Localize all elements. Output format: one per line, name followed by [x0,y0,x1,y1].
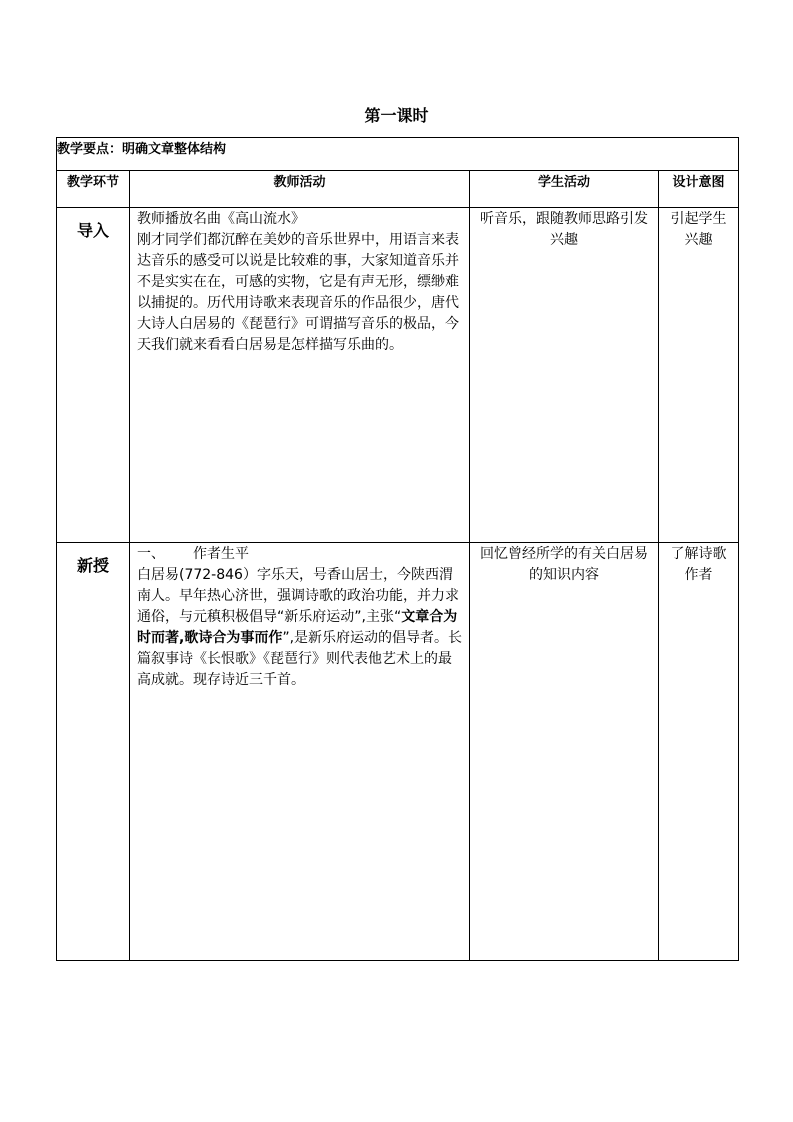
key-point-cell: 教学要点：明确文章整体结构 [57,138,739,171]
header-teacher: 教师活动 [130,171,470,208]
student-activity-cell: 回忆曾经所学的有关白居易的知识内容 [470,543,659,961]
table-row [57,543,739,961]
header-student: 学生活动 [470,171,659,208]
design-intent-cell: 了解诗歌作者 [659,543,739,961]
key-point-row [57,138,739,171]
section-title: 作者生平 [193,546,249,562]
section-number: 一、 [137,546,165,562]
teacher-paragraph [137,565,463,691]
stage-cell: 新授 [57,543,130,961]
page-title: 第一课时 [364,106,429,125]
design-intent-cell: 引起学生兴趣 [659,208,739,543]
teacher-activity-cell [130,543,470,961]
table-row [57,208,739,543]
para-bold-quote: 文章合为时而著,歌诗合为事而作 [137,609,458,646]
header-row [57,171,739,208]
para-text-a: 白居易(772-846）字乐天，号香山居士，今陕西渭南人。早年热心济世，强调诗歌的政治功能，并力求通俗，与元稹积极倡导“新乐府运动”,主张“ [137,567,459,625]
header-intent: 设计意图 [659,171,739,208]
para-text-b: ”,是新乐府运动的倡导者。长篇叙事诗《长恨歌》《琵琶行》则代表他艺术上的最高成就。现存诗近三千首。 [137,630,463,688]
section-heading [137,544,463,565]
header-stage: 教学环节 [57,171,130,208]
lesson-plan-table [56,137,739,961]
stage-cell: 导入 [57,208,130,543]
teacher-line: 刚才同学们都沉醉在美妙的音乐世界中，用语言来表达音乐的感受可以说是比较难的事，大家知道音乐并不是实实在在，可感的实物，它是有声无形，缥缈难以捕捉的。历代用诗歌来表现音乐的作品很少，唐代大诗人白居易的《琵琶行》可谓描写音乐的极品，今天我们就来看看白居易是怎样描写乐曲的。 [137,232,459,353]
teacher-activity-cell [130,208,470,543]
teacher-line: 教师播放名曲《高山流水》 [137,211,305,227]
student-activity-cell: 听音乐，跟随教师思路引发兴趣 [470,208,659,543]
